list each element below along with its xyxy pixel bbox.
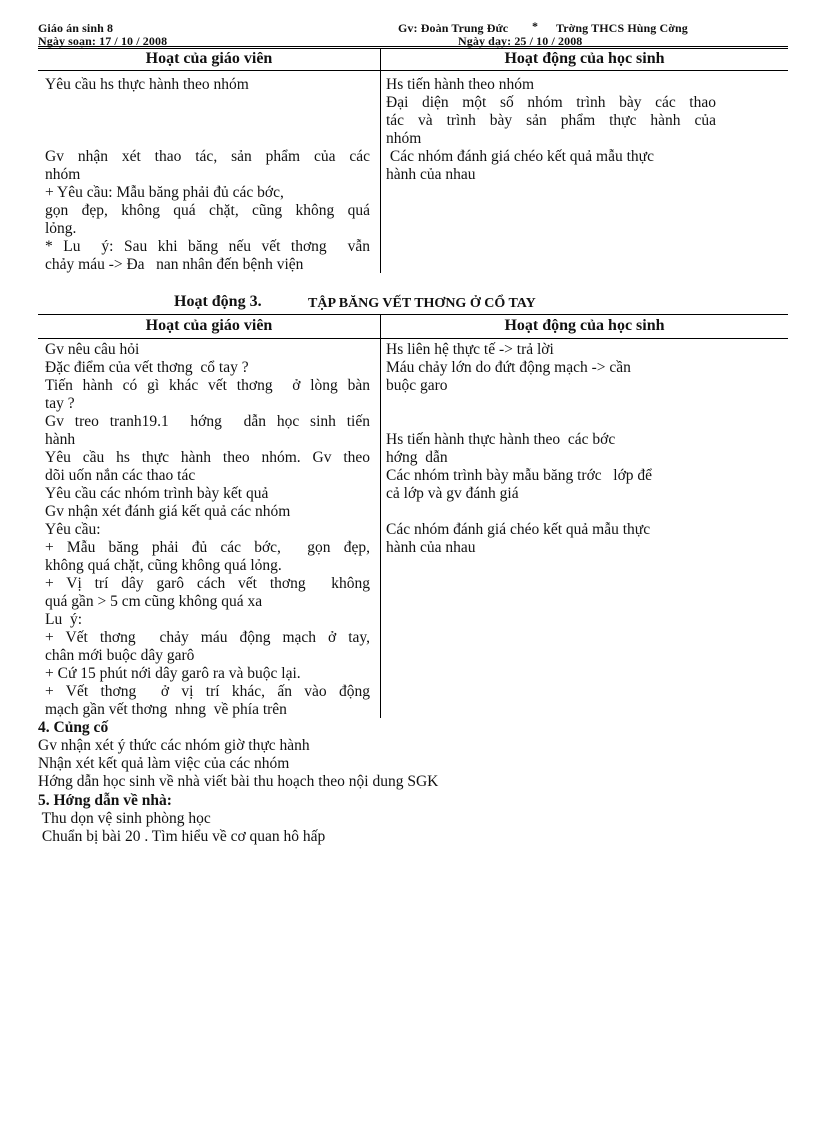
- text-line: Hs liên hệ thực tế -> trả lời: [386, 341, 554, 358]
- text-line: + Cứ 15 phút nới dây garô ra và buộc lại.: [45, 665, 301, 682]
- table-2-header-student: Hoạt động của học sinh: [504, 317, 665, 334]
- section-4: [38, 719, 738, 791]
- text-line: buộc garo: [386, 377, 448, 394]
- text-line: Yêu cầu hs thực hành theo nhóm. Gv theo: [45, 449, 370, 466]
- text-line: Hớng dẫn học sinh về nhà viết bài thu hoạch theo nội dung SGK: [38, 773, 439, 790]
- text-line: Hs tiến hành thực hành theo các bớc: [386, 431, 616, 448]
- activity-3-title: TẬP BĂNG VẾT THƠNG Ở CỔ TAY: [308, 296, 536, 311]
- text-line: Các nhóm trình bày mẫu băng trớc lớp để: [386, 467, 653, 484]
- text-line: không quá chặt, cũng không quá lỏng.: [45, 557, 282, 574]
- text-line: cả lớp và gv đánh giá: [386, 485, 519, 502]
- text-line: Yêu cầu:: [45, 521, 101, 538]
- table-1-header-student: Hoạt động của học sinh: [504, 50, 665, 67]
- header-star: *: [532, 19, 539, 33]
- header-school: Trờng THCS Hùng Cờng: [556, 21, 688, 35]
- text-line: Gv nhận xét đánh giá kết quả các nhóm: [45, 503, 291, 520]
- text-line: Nhận xét kết quả làm việc của các nhóm: [38, 755, 290, 772]
- table-2-divider: [380, 314, 381, 718]
- text-line: Gv treo tranh19.1 hớng dẫn học sinh tiến: [45, 413, 370, 430]
- table-1-header-teacher: Hoạt của giáo viên: [145, 50, 273, 67]
- text-line: mạch gần vết thơng nhng về phía trên: [45, 701, 287, 718]
- text-line: hành: [45, 431, 76, 448]
- text-line: Thu dọn vệ sinh phòng học: [38, 810, 211, 827]
- table-1-student-cell-b: [386, 148, 716, 184]
- text-line: Máu chảy lớn do đứt động mạch -> cần: [386, 359, 631, 376]
- table-2-student-cell-b: [386, 431, 716, 503]
- table-1-divider: [380, 48, 381, 273]
- section-5-heading: 5. Hớng dẫn về nhà:: [38, 792, 172, 809]
- header-prep-date: Ngày soạn: 17 / 10 / 2008: [38, 34, 168, 48]
- table-1-student-cell-a: [386, 76, 716, 148]
- table-1-header-rule: [38, 70, 788, 71]
- header-teach-date: Ngày dạy: 25 / 10 / 2008: [458, 34, 583, 48]
- text-line: chảy máu -> Đa nan nhân đến bệnh viện: [45, 256, 304, 273]
- section-4-heading: 4. Củng cố: [38, 719, 109, 736]
- text-line: + Vết thơng ở vị trí khác, ấn vào động: [45, 683, 370, 700]
- table-1-teacher-cell-b: [45, 148, 370, 274]
- text-line: Các nhóm đánh giá chéo kết quả mẫu thực: [386, 521, 651, 538]
- table-2-header-teacher: Hoạt của giáo viên: [145, 317, 273, 334]
- text-line: Yêu cầu các nhóm trình bày kết quả: [45, 485, 269, 502]
- text-line: + Vị trí dây garô cách vết thơng không: [45, 575, 370, 592]
- text-line: Gv nhận xét thao tác, sản phẩm của các: [45, 148, 370, 165]
- text-line: Gv nhận xét ý thức các nhóm giờ thực hành: [38, 737, 310, 754]
- text-line: Đặc điểm của vết thơng cổ tay ?: [45, 359, 249, 376]
- text-line: gọn đẹp, không quá chặt, cũng không quá: [45, 202, 370, 219]
- text-line: nhóm: [45, 166, 81, 183]
- text-line: lỏng.: [45, 220, 77, 237]
- table-1-top-border: [38, 48, 788, 49]
- text-line: nhóm: [386, 130, 422, 147]
- text-line: Yêu cầu hs thực hành theo nhóm: [45, 76, 249, 93]
- table-1-teacher-cell-a: [45, 76, 370, 94]
- text-line: Các nhóm đánh giá chéo kết quả mẫu thực: [386, 148, 654, 165]
- table-2-top-border: [38, 314, 788, 315]
- table-2-teacher-cell: [45, 341, 370, 719]
- text-line: Hs tiến hành theo nhóm: [386, 76, 535, 93]
- section-5: [38, 792, 738, 846]
- text-line: Lu ý:: [45, 611, 83, 628]
- text-line: + Yêu cầu: Mẫu băng phải đủ các bớc,: [45, 184, 284, 201]
- header-rule: [38, 46, 788, 47]
- text-line: Tiến hành có gì khác vết thơng ở lòng bàn: [45, 377, 370, 394]
- text-line: Gv nêu câu hỏi: [45, 341, 140, 358]
- text-line: hành của nhau: [386, 539, 476, 556]
- text-line: Chuẩn bị bài 20 . Tìm hiểu về cơ quan hô hấp: [38, 828, 326, 845]
- table-2-student-cell-c: [386, 521, 716, 557]
- activity-3-label: Hoạt động 3.: [174, 293, 262, 310]
- header-teacher: Gv: Đoàn Trung Đức: [398, 21, 509, 35]
- text-line: chân mới buộc dây garô: [45, 647, 195, 664]
- text-line: + Mẫu băng phải đủ các bớc, gọn đẹp,: [45, 539, 370, 556]
- text-line: tay ?: [45, 395, 75, 412]
- table-2-header-rule: [38, 338, 788, 339]
- text-line: dõi uốn nắn các thao tác: [45, 467, 196, 484]
- table-2-student-cell-a: [386, 341, 716, 395]
- header-subject: Giáo án sinh 8: [38, 21, 114, 35]
- text-line: tác và trình bày sản phẩm thực hành của: [386, 112, 716, 129]
- text-line: + Vết thơng chảy máu động mạch ở tay,: [45, 629, 370, 646]
- text-line: * Lu ý: Sau khi băng nếu vết thơng vẫn: [45, 238, 370, 255]
- text-line: Đại diện một số nhóm trình bày các thao: [386, 94, 716, 111]
- text-line: hành của nhau: [386, 166, 476, 183]
- text-line: hớng dẫn: [386, 449, 448, 466]
- text-line: quá gần > 5 cm cũng không quá xa: [45, 593, 263, 610]
